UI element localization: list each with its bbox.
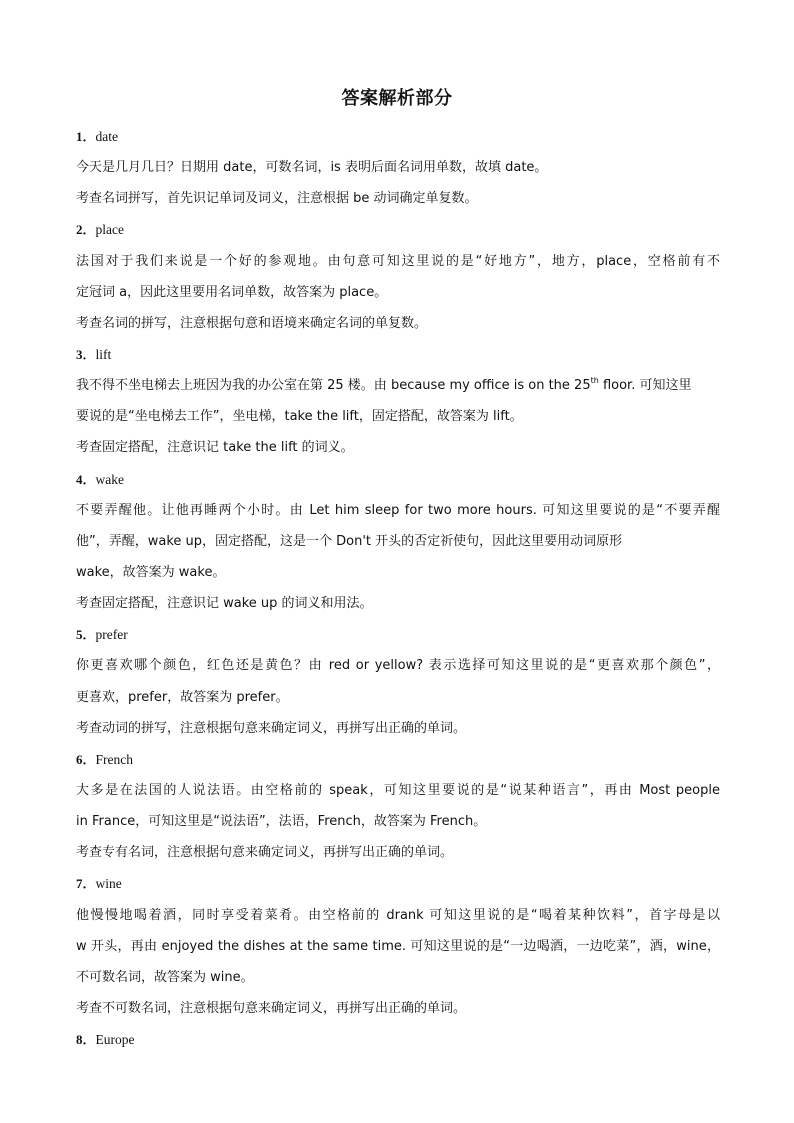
analysis-line: 考查不可数名词，注意根据句意来确定词义，再拼写出正确的单词。 xyxy=(76,1000,467,1016)
explanation-text: floor. 可知这里 xyxy=(598,378,692,394)
explanation-line: 不要弄醒他。让他再睡两个小时。由 Let him sleep for two more hours. 可知这里要说的是“不要弄醒 xyxy=(76,502,720,518)
explanation-line xyxy=(76,370,720,401)
answer-text: wake xyxy=(95,471,124,487)
question-4-heading xyxy=(76,464,720,495)
analysis-line: 考查名词拼写，首先识记单词及词义，注意根据 be 动词确定单复数。 xyxy=(76,191,478,207)
answer-text: Europe xyxy=(95,1032,135,1048)
question-number: 1． xyxy=(76,129,96,144)
explanation-line: 你更喜欢哪个颜色，红色还是黄色？由 red or yellow? 表示选择可知这里说的是“更喜欢那个颜色”， xyxy=(76,658,720,674)
question-number: 2． xyxy=(76,222,96,238)
answer-text: place xyxy=(95,222,124,238)
answer-text: French xyxy=(95,751,134,767)
question-5-heading xyxy=(76,619,720,650)
question-8-heading xyxy=(76,1024,720,1055)
question-number: 8． xyxy=(76,1032,96,1048)
explanation-line: wake，故答案为 wake。 xyxy=(76,564,226,580)
answer-text: lift xyxy=(95,346,112,362)
explanation-text: 我不得不坐电梯去上班因为我的办公室在第 25 楼。由 because my office is on the 25 xyxy=(76,378,591,394)
analysis-line: 考查固定搭配，注意识记 wake up 的词义和用法。 xyxy=(76,596,373,612)
analysis-line: 考查固定搭配，注意识记 take the lift 的词义。 xyxy=(76,440,354,456)
ordinal-suffix: th xyxy=(590,375,599,385)
question-2-heading xyxy=(76,214,720,245)
question-number: 6． xyxy=(76,751,96,767)
explanation-line: 今天是几月几日？日期用 date，可数名词，is 表明后面名词用单数，故填 date。 xyxy=(76,160,548,176)
question-6-heading xyxy=(76,744,720,775)
question-7-heading xyxy=(76,868,720,899)
question-number: 3． xyxy=(76,346,96,362)
question-1-heading xyxy=(76,121,720,152)
explanation-line: 大多是在法国的人说法语。由空格前的 speak，可知这里要说的是“说某种语言”，再由 Most people xyxy=(76,782,720,798)
answer-text: date xyxy=(95,129,119,144)
answer-text: wine xyxy=(95,876,122,892)
explanation-line: in France，可知这里是“说法语”，法语，French，故答案为 French。 xyxy=(76,814,487,830)
explanation-line: w 开头，再由 enjoyed the dishes at the same time. 可知这里说的是“一边喝酒，一边吃菜”，酒，wine， xyxy=(76,938,720,954)
analysis-line: 考查专有名词，注意根据句意来确定词义，再拼写出正确的单词。 xyxy=(76,845,454,861)
explanation-line: 定冠词 a，因此这里要用名词单数，故答案为 place。 xyxy=(76,284,388,300)
question-number: 7． xyxy=(76,876,96,892)
question-number: 4． xyxy=(76,471,96,487)
question-3-heading xyxy=(76,339,720,370)
explanation-line: 要说的是“坐电梯去工作”，坐电梯，take the lift，固定搭配，故答案为 lift。 xyxy=(76,409,523,425)
answer-text: prefer xyxy=(95,627,128,643)
answer-section xyxy=(76,121,720,1055)
analysis-line: 考查动词的拼写，注意根据句意来确定词义，再拼写出正确的单词。 xyxy=(76,720,467,736)
explanation-line: 更喜欢，prefer，故答案为 prefer。 xyxy=(76,689,289,705)
page-title: 答案解析部分 xyxy=(341,88,453,109)
analysis-line: 考查名词的拼写，注意根据句意和语境来确定名词的单复数。 xyxy=(76,315,428,331)
question-number: 5． xyxy=(76,627,96,643)
explanation-line: 他”，弄醒，wake up，固定搭配，这是一个 Don't 开头的否定祈使句，因此这里要用动词原形 xyxy=(76,533,623,549)
explanation-line: 法国对于我们来说是一个好的参观地。由句意可知这里说的是“好地方”，地方，place，空格前有不 xyxy=(76,253,720,269)
explanation-line: 他慢慢地喝着酒，同时享受着菜肴。由空格前的 drank 可知这里说的是“喝着某种饮料”，首字母是以 xyxy=(76,907,720,923)
explanation-line: 不可数名词，故答案为 wine。 xyxy=(76,969,254,985)
